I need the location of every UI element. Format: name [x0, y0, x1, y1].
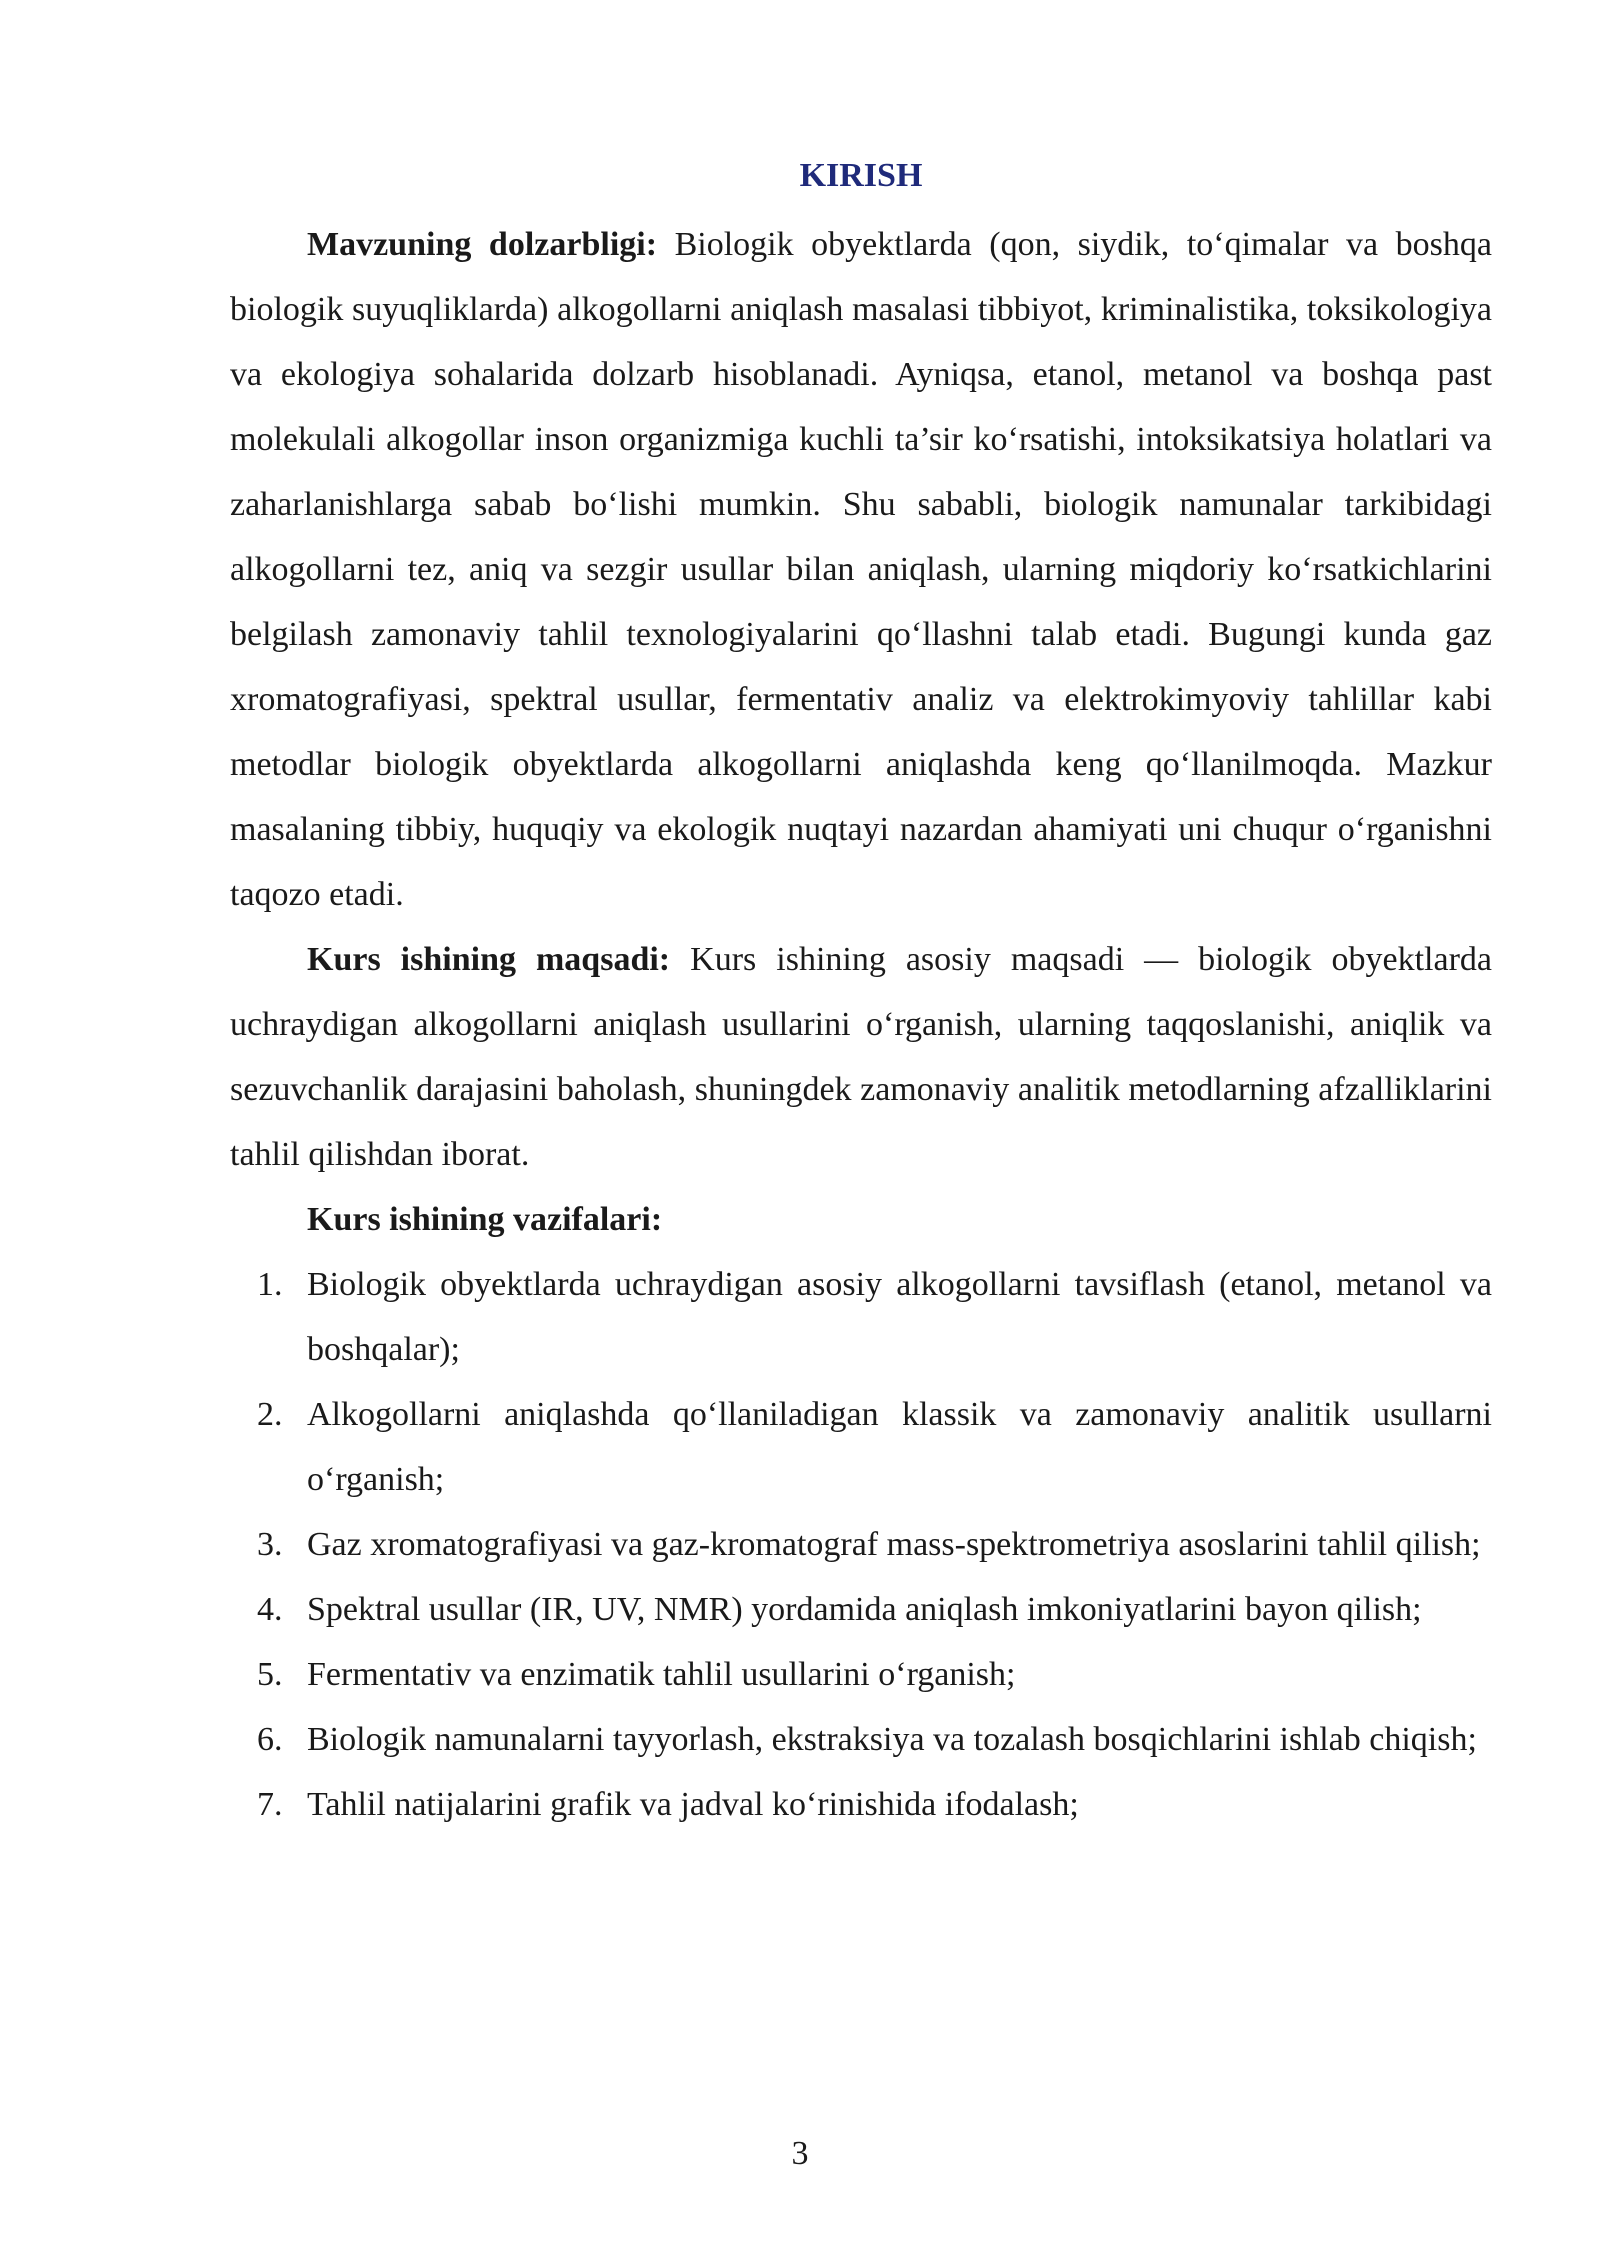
tasks-heading: Kurs ishining vazifalari:	[307, 1201, 663, 1238]
task-item	[230, 1382, 1492, 1512]
task-number: 4.	[257, 1591, 283, 1628]
section-heading: KIRISH	[799, 157, 923, 194]
task-text: Alkogollarni aniqlashda qo‘llaniladigan klassik va zamonaviy analitik usullarni o‘rganish;	[307, 1396, 1492, 1498]
task-number: 1.	[257, 1266, 283, 1303]
relevance-text: Biologik obyektlarda (qon, siydik, to‘qimalar va boshqa biologik suyuqliklarda) alkogollarni aniqlash masalasi tibbiyot, kriminalistika, toksikologiya va ekologiya sohalarida dolzarb hisoblanadi. Ayniqsa, etanol, metanol va boshqa past molekulali alkogollar inson organizmiga kuchli ta’sir ko‘rsatishi, intoksikatsiya holatlari va zaharlanishlarga sabab bo‘lishi mumkin. Shu sababli, biologik namunalar tarkibidagi alkogollarni tez, aniq va sezgir usullar bilan aniqlash, ularning miqdoriy ko‘rsatkichlarini belgilash zamonaviy tahlil texnologiyalarini qo‘llashni talab etadi. Bugungi kunda gaz xromatografiyasi, spektral usullar, fermentativ analiz va elektrokimyoviy tahlillar kabi metodlar biologik obyektlarda alkogollarni aniqlashda keng qo‘llanilmoqda. Mazkur masalaning tibbiy, huquqiy va ekologik nuqtayi nazardan ahamiyati uni chuqur o‘rganishni taqozo etadi.	[230, 226, 1492, 913]
tasks-list	[230, 1252, 1492, 1837]
task-item	[230, 1642, 1492, 1707]
task-text: Fermentativ va enzimatik tahlil usullarini o‘rganish;	[307, 1656, 1016, 1693]
task-text: Biologik obyektlarda uchraydigan asosiy alkogollarni tavsiflash (etanol, metanol va boshqalar);	[307, 1266, 1492, 1368]
task-number: 7.	[257, 1786, 283, 1823]
goal-paragraph	[230, 927, 1492, 1187]
goal-text: Kurs ishining asosiy maqsadi — biologik obyektlarda uchraydigan alkogollarni aniqlash usullarini o‘rganish, ularning taqqoslanishi, aniqlik va sezuvchanlik darajasini baholash, shuningdek zamonaviy analitik metodlarning afzalliklarini tahlil qilishdan iborat.	[230, 941, 1492, 1173]
task-text: Biologik namunalarni tayyorlash, ekstraksiya va tozalash bosqichlarini ishlab chiqish;	[307, 1721, 1477, 1758]
task-item	[230, 1577, 1492, 1642]
document-page	[230, 150, 1492, 1837]
task-item	[230, 1707, 1492, 1772]
task-text: Spektral usullar (IR, UV, NMR) yordamida aniqlash imkoniyatlarini bayon qilish;	[307, 1591, 1422, 1628]
task-item	[230, 1772, 1492, 1837]
relevance-paragraph	[230, 212, 1492, 927]
task-number: 5.	[257, 1656, 283, 1693]
task-item	[230, 1512, 1492, 1577]
task-text: Tahlil natijalarini grafik va jadval ko‘rinishida ifodalash;	[307, 1786, 1079, 1823]
page-number: 3	[791, 2135, 809, 2172]
task-number: 3.	[257, 1526, 283, 1563]
goal-label: Kurs ishining maqsadi:	[307, 941, 671, 978]
task-number: 6.	[257, 1721, 283, 1758]
relevance-label: Mavzuning dolzarbligi:	[307, 226, 658, 263]
task-item	[230, 1252, 1492, 1382]
task-text: Gaz xromatografiyasi va gaz-kromatograf mass-spektrometriya asoslarini tahlil qilish;	[307, 1526, 1481, 1563]
task-number: 2.	[257, 1396, 283, 1433]
